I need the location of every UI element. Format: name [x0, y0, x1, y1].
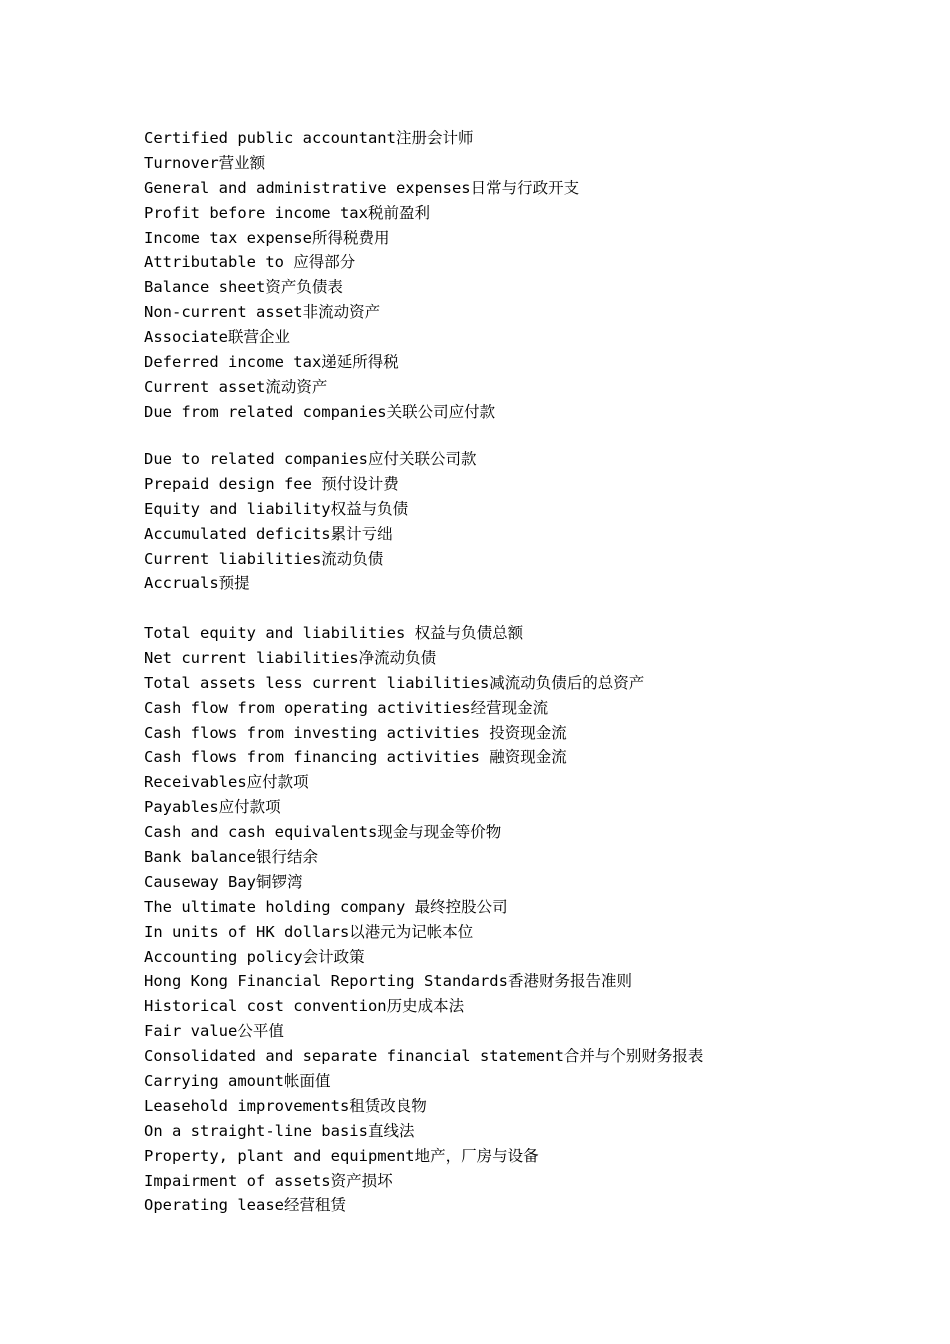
- glossary-line: Prepaid design fee 预付设计费: [144, 474, 399, 493]
- glossary-line: Payables应付款项: [144, 798, 281, 817]
- glossary-line: Fair value公平值: [144, 1022, 284, 1041]
- glossary-line: Receivables应付款项: [144, 773, 309, 792]
- glossary-line: Due from related companies关联公司应付款: [144, 402, 496, 421]
- glossary-line: Carrying amount帐面值: [144, 1072, 331, 1091]
- glossary-group-3: [144, 621, 703, 1218]
- glossary-line: Historical cost convention历史成本法: [144, 997, 465, 1016]
- glossary-line: Profit before income tax税前盈利: [144, 203, 430, 222]
- glossary-line: Certified public accountant注册会计师: [144, 129, 474, 147]
- glossary-line: Property, plant and equipment地产，厂房与设备: [144, 1146, 539, 1165]
- glossary-line: In units of HK dollars以港元为记帐本位: [144, 922, 474, 941]
- glossary-line: Cash flows from investing activities 投资现金流: [144, 723, 567, 742]
- glossary-line: The ultimate holding company 最终控股公司: [144, 897, 508, 916]
- glossary-line: Current liabilities流动负债: [144, 549, 384, 568]
- glossary-line: Accumulated deficits累计亏绌: [144, 524, 393, 543]
- glossary-line: Bank balance银行结余: [144, 848, 318, 867]
- glossary-group-1: [144, 126, 579, 425]
- glossary-line: Due to related companies应付关联公司款: [144, 450, 477, 468]
- glossary-line: Current asset流动资产: [144, 377, 328, 396]
- glossary-line: Non-current asset非流动资产: [144, 303, 381, 322]
- glossary-line: General and administrative expenses日常与行政开支: [144, 178, 580, 197]
- glossary-line: Impairment of assets资产损坏: [144, 1171, 393, 1190]
- glossary-line: Equity and liability权益与负债: [144, 499, 409, 518]
- glossary-line: Balance sheet资产负债表: [144, 278, 343, 297]
- glossary-line: Hong Kong Financial Reporting Standards香港财务报告准则: [144, 972, 632, 991]
- glossary-line: Accounting policy会计政策: [144, 947, 365, 966]
- glossary-line: Consolidated and separate financial statement合并与个别财务报表: [144, 1047, 704, 1066]
- glossary-line: Deferred income tax递延所得税: [144, 353, 399, 372]
- glossary-group-2: [144, 447, 476, 596]
- glossary-line: Leasehold improvements租赁改良物: [144, 1096, 427, 1115]
- glossary-line: Cash and cash equivalents现金与现金等价物: [144, 823, 502, 842]
- glossary-line: On a straight-line basis直线法: [144, 1121, 415, 1140]
- glossary-line: Total equity and liabilities 权益与负债总额: [144, 624, 524, 642]
- glossary-line: Accruals预提: [144, 574, 250, 593]
- glossary-line: Attributable to 应得部分: [144, 253, 356, 272]
- glossary-line: Associate联营企业: [144, 328, 290, 347]
- glossary-line: Total assets less current liabilities减流动负债后的总资产: [144, 673, 645, 692]
- glossary-line: Cash flow from operating activities经营现金流: [144, 698, 549, 717]
- glossary-line: Net current liabilities净流动负债: [144, 648, 437, 667]
- glossary-line: Turnover营业额: [144, 153, 266, 172]
- glossary-line: Income tax expense所得税费用: [144, 228, 390, 247]
- glossary-line: Operating lease经营租赁: [144, 1196, 346, 1215]
- glossary-line: Causeway Bay铜锣湾: [144, 872, 303, 891]
- glossary-line: Cash flows from financing activities 融资现金流: [144, 748, 567, 767]
